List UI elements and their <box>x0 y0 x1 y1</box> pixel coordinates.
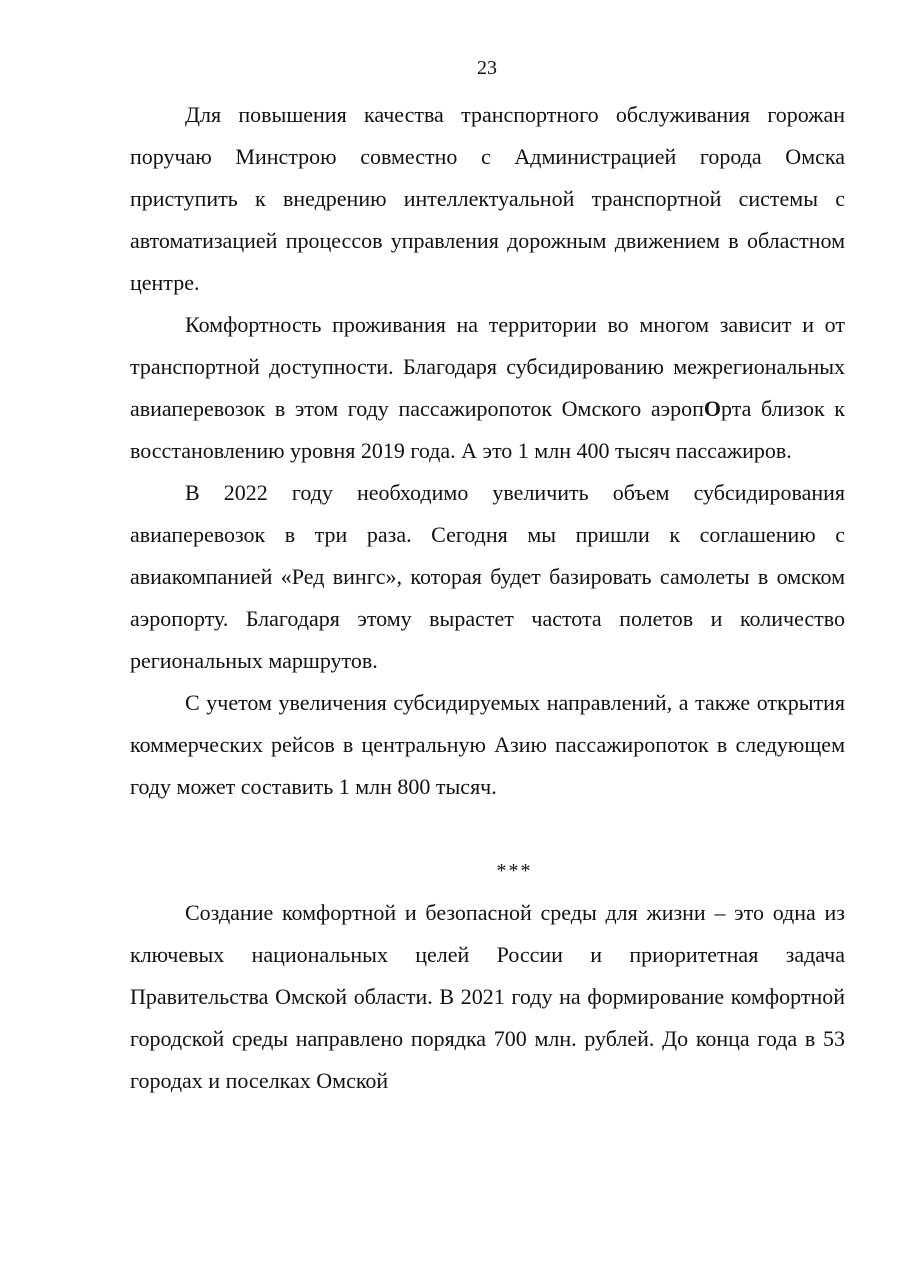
document-body <box>130 94 845 1102</box>
paragraph-transport-system: Для повышения качества транспортного обслуживания горожан поручаю Минстрою совместно с Администрацией города Омска приступить к внедрению интеллектуальной транспортной системы с автоматизацией процессов управления дорожным движением в областном центре. <box>130 102 845 295</box>
paragraph-airport-traffic <box>130 304 845 472</box>
paragraph-passenger-forecast: С учетом увеличения субсидируемых направлений, а также открытия коммерческих рейсов в центральную Азию пассажиропоток в следующем году может составить 1 млн 800 тысяч. <box>130 690 845 799</box>
paragraph-comfortable-environment: Создание комфортной и безопасной среды для жизни – это одна из ключевых национальных целей России и приоритетная задача Правительства Омской области. В 2021 году на формирование комфортной городской среды направлено порядка 700 млн. рублей. До конца года в 53 городах и поселках Омской <box>130 900 845 1093</box>
paragraph-airport-text-end: рта близок к восстановлению уровня 2019 года. А это 1 млн 400 тысяч пассажиров. <box>130 396 845 463</box>
page-number: 23 <box>477 57 497 79</box>
section-separator: *** <box>496 860 533 882</box>
bold-letter: О <box>703 396 722 421</box>
paragraph-subsidies-2022: В 2022 году необходимо увеличить объем субсидирования авиаперевозок в три раза. Сегодня мы пришли к соглашению с авиакомпанией «Ред вингс», которая будет базировать самолеты в омском аэропорту. Благодаря этому вырастет частота полетов и количество региональных маршрутов. <box>130 480 845 673</box>
paragraph-airport-text-start: Комфортность проживания на территории во многом зависит и от транспортной доступности. Благодаря субсидированию межрегиональных авиаперевозок в этом году пассажиропоток Омского аэроп <box>130 312 845 421</box>
